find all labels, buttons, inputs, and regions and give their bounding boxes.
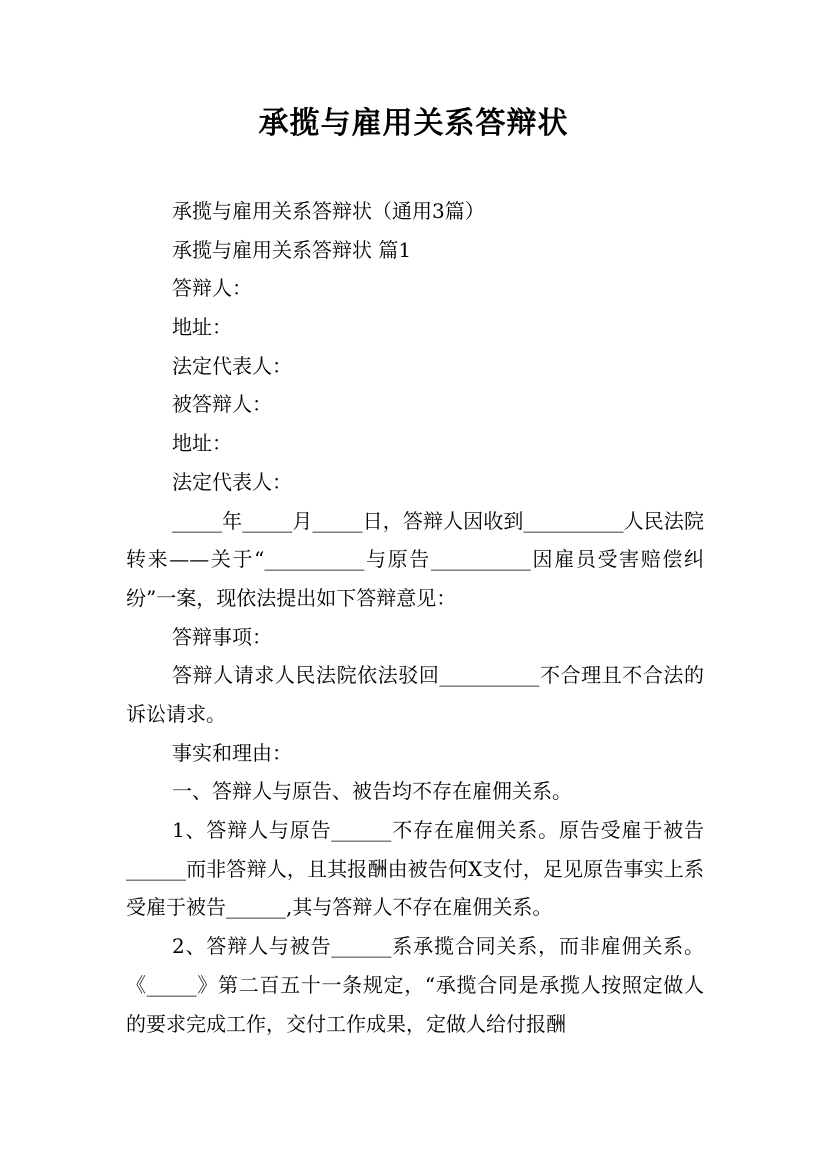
legal-rep-label-1: 法定代表人： — [172, 353, 292, 378]
defendant-label: 被答辩人： — [172, 392, 272, 417]
paragraph-intro: _____年_____月_____日，答辩人因收到__________人民法院转来——关于“__________与原告__________因雇员受害赔偿纠纷”一案，现依法提出如下答辩意见： — [126, 508, 704, 610]
paragraph-request: 答辩人请求人民法院依法驳回__________不合理且不合法的诉讼请求。 — [126, 663, 704, 726]
respondent-label: 答辩人： — [172, 276, 252, 301]
section-heading: 承揽与雇用关系答辩状 篇1 — [172, 237, 412, 262]
address-label-1: 地址： — [172, 315, 232, 340]
legal-rep-label-2: 法定代表人： — [172, 469, 292, 494]
defense-items-label: 答辩事项： — [172, 624, 272, 649]
subtitle-line: 承揽与雇用关系答辩状（通用3篇） — [172, 199, 485, 223]
document-title: 承揽与雇用关系答辩状 — [258, 106, 569, 141]
address-label-2: 地址： — [172, 431, 232, 456]
document-body — [126, 192, 704, 1043]
paragraph-point-1-2: 2、答辩人与被告______系承揽合同关系，而非雇佣关系。《_____》第二百五十一条规定，“承揽合同是承揽人按照定做人的要求完成工作，交付工作成果，定做人给付报酬 — [126, 934, 704, 1036]
point-one: 一、答辩人与原告、被告均不存在雇佣关系。 — [172, 779, 572, 804]
paragraph-point-1-1: 1、答辩人与原告______不存在雇佣关系。原告受雇于被告______而非答辩人，且其报酬由被告何X支付，足见原告事实上系受雇于被告______,其与答辩人不存在雇佣关系。 — [126, 818, 704, 920]
facts-label: 事实和理由： — [172, 740, 292, 765]
